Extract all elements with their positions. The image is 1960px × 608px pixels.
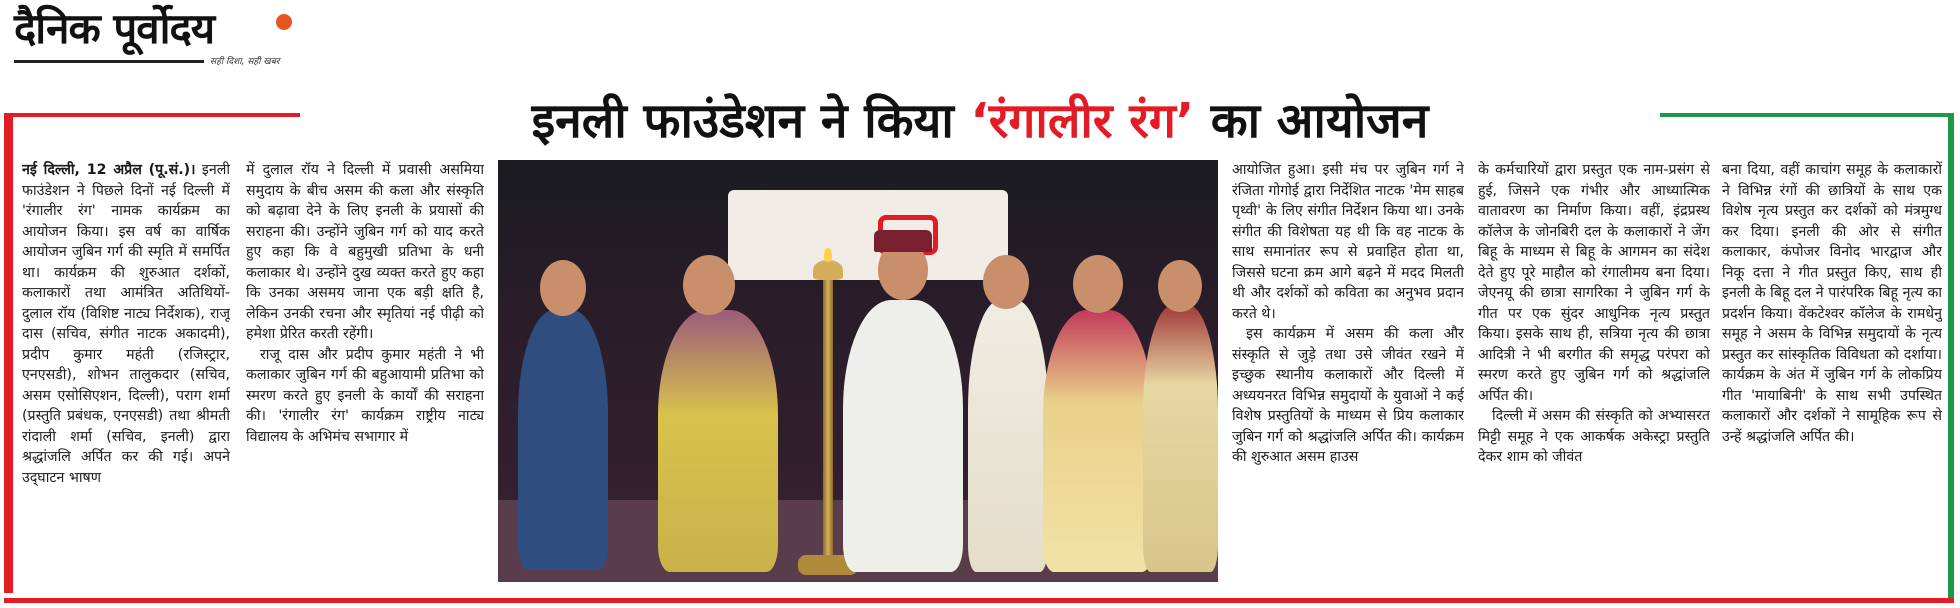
lamp-flame-icon (824, 248, 832, 262)
masthead (14, 4, 294, 74)
person-gamosa (968, 300, 1048, 572)
himachali-cap (874, 230, 932, 252)
frame-top-left-rule (4, 113, 300, 117)
person-mekhela (1143, 305, 1218, 572)
person-head (683, 255, 735, 315)
person-blue-shirt (518, 310, 608, 570)
brass-lamp-top (813, 260, 843, 280)
stage-banner (728, 190, 1008, 280)
dateline: नई दिल्ली, 12 अप्रैल (पू.सं.)। (22, 162, 196, 178)
lamp-lighting-photo (498, 160, 1218, 582)
column-1-text: इनली फाउंडेशन ने पिछले दिनों नई दिल्ली में 'रंगालीर रंग' नामक कार्यक्रम का आयोजन किया। इस वर्ष का वार्षिक आयोजन जुबिन गर्ग की स्मृति में समर्पित था। कार्यक्रम की शुरुआत दर्शकों, कलाकारों तथा आमंत्रित अतिथियों- दुलाल रॉय (विशिष्ट नाट्य निर्देशक), राजू दास (सचिव, संगीत नाटक अकादमी), प्रदीप कुमार महंती (रजिस्ट्रार, एनएसडी), शोभन तालुकदार (सचिव, असम एसोसिएशन, दिल्ली), पराग शर्मा (प्रस्तुति प्रबंधक, एनएसडी) तथा श्रीमती रांदाली शर्मा (सचिव, इनली) द्वारा श्रद्धांजलि अर्पित कर की गई। अपने उद्‌घाटन भाषण (22, 162, 230, 486)
person-head (1073, 255, 1123, 313)
person-head (540, 260, 586, 316)
column-4-paragraph-1: के कर्मचारियों द्वारा प्रस्तुत एक नाम-प्रसंग से हुई, जिसने एक गंभीर और आध्यात्मिक वातावरण का निर्माण किया। वहीं, इंद्रप्रस्थ कॉलेज के जोनबिरी दल के कलाकारों ने जेंग बिहू के माध्यम से बिहू के आगमन का संदेश देते हुए पूरे माहौल को रंगालीमय बना दिया। जेएनयू की छात्रा सागरिका ने जुबिन गर्ग के गीत पर एक सुंदर आधुनिक नृत्य प्रस्तुत किया। इसके साथ ही, सत्रिया नृत्य की छात्रा आदित्री ने भी बरगीत की समृद्ध परंपरा को स्मरण करते हुए जुबिन गर्ग को श्रद्धांजलि अर्पित की। (1478, 162, 1710, 404)
column-5-paragraph: बना दिया, वहीं काचांग समूह के कलाकारों ने विभिन्न रंगों की छात्रियों के साथ एक विशेष नृत्य प्रस्तुत कर दर्शकों को मंत्रमुग्ध कर दिया। इनली की ओर से संगीत कलाकार, कंपोजर विनोद भारद्वाज और निकू दत्ता ने गीत प्रस्तुत किए, साथ ही इनली के बिहू दल ने पारंपरिक बिहू नृत्य का प्रदर्शन किया। वेंकटेश्वर कॉलेज के रामधेनु समूह ने असम के विभिन्न समुदायों के नृत्य प्रस्तुत कर सांस्कृतिक विविधता को दर्शाया। कार्यक्रम के अंत में जुबिन गर्ग के लोकप्रिय गीत 'मायाबिनी' के साथ सभी उपस्थित कलाकारों और दर्शकों ने सामूहिक रूप से उन्हें श्रद्धांजलि अर्पित की। (1722, 162, 1942, 445)
person-head (983, 255, 1029, 309)
headline-part-1: इनली फाउंडेशन ने किया (531, 93, 971, 149)
article-column-4 (1478, 160, 1710, 580)
logo-dot-icon (276, 14, 292, 30)
brass-lamp-stand (823, 270, 833, 570)
person-white-kurta (843, 300, 963, 572)
person-head (1158, 260, 1202, 312)
person-gold-saree (1043, 310, 1153, 572)
person-yellow-saree (658, 310, 778, 572)
frame-left-bar (4, 113, 13, 593)
article-column-5 (1722, 160, 1942, 580)
column-3-paragraph-2: इस कार्यक्रम में असम की कला और संस्कृति से जुड़े तथा उसे जीवंत रखने में इच्छुक स्थानीय कलाकारों और दिल्ली में अध्ययनरत विभिन्न समुदायों के युवाओं ने कई विशेष प्रस्तुतियों के माध्यम से प्रिय कलाकार जुबिन गर्ग को श्रद्धांजलि अर्पित की। कार्यक्रम की शुरुआत असम हाउस (1232, 326, 1464, 465)
column-4-paragraph-2: दिल्ली में असम की संस्कृति को अभ्यासरत मिट्टी समूह ने एक आकर्षक अकेस्ट्रा प्रस्तुति देकर शाम को जीवंत (1478, 408, 1710, 465)
frame-right-bar (1948, 113, 1954, 603)
masthead-tagline: सही दिशा, सही खबर (210, 57, 280, 67)
frame-bottom-rule (4, 598, 1954, 603)
column-2-paragraph-1: में दुलाल रॉय ने दिल्ली में प्रवासी असमिया समुदाय के बीच असम की कला और संस्कृति को बढ़ावा देने के लिए इनली के प्रयासों की सराहना की। उन्होंने जुबिन गर्ग को याद करते हुए कहा कि वे बहुमुखी प्रतिभा के धनी कलाकार थे। उन्होंने दुख व्यक्त करते हुए कहा कि उनका असमय जाना एक बड़ी क्षति है, लेकिन उनकी रचना और स्मृतियां नई पीढ़ी को हमेशा प्रेरित करती रहेंगी। (246, 162, 484, 342)
masthead-rule (14, 60, 204, 63)
article-column-2 (246, 160, 484, 580)
newspaper-name: दैनिक पूर्वोदय (14, 4, 215, 53)
article-column-1 (22, 160, 230, 580)
headline-quoted-title: ‘रंगालीर रंग’ (970, 93, 1195, 149)
column-3-paragraph-1: आयोजित हुआ। इसी मंच पर जुबिन गर्ग ने रंजिता गोगोई द्वारा निर्देशित नाटक 'मेम साहब पृथ्वी' के लिए संगीत निर्देशन किया था। उनके संगीत की विशेषता यह थी कि वह नाटक के साथ समानांतर रूप से प्रवाहित होता था, जिससे घटना क्रम आगे बढ़ने में मदद मिलती थी और दर्शकों को कविता का अनुभव प्रदान करते थे। (1232, 162, 1464, 322)
frame-top-right-rule (1660, 113, 1954, 117)
article-headline (300, 90, 1660, 152)
column-2-paragraph-2: राजू दास और प्रदीप कुमार महंती ने भी कलाकार जुबिन गर्ग की बहुआयामी प्रतिभा को स्मरण करते हुए इनली के कार्यों की सराहना की। 'रंगालीर रंग' कार्यक्रम राष्ट्रीय नाट्य विद्यालय के अभिमंच सभागार में (246, 346, 484, 445)
article-column-3 (1232, 160, 1464, 580)
headline-part-2: का आयोजन (1194, 93, 1429, 149)
